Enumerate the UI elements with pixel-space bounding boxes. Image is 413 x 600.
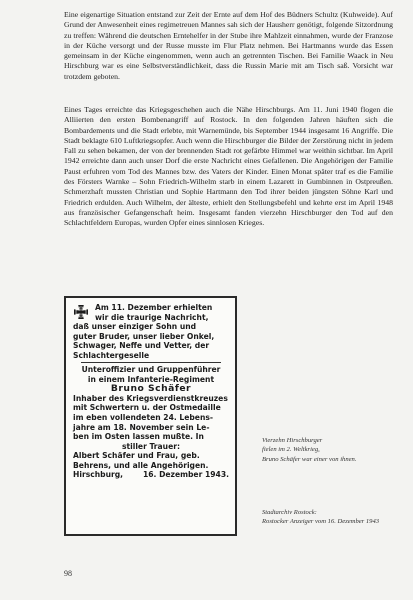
notice-line: Inhaber des Kriegsverdienstkreuzes bbox=[73, 393, 228, 403]
caption-line: Bruno Schäfer war einer von ihnen. bbox=[262, 455, 357, 463]
notice-line: Am 11. Dezember erhielten bbox=[95, 303, 213, 312]
notice-line: guter Bruder, unser lieber Onkel, bbox=[73, 331, 215, 341]
image-caption bbox=[262, 436, 402, 464]
notice-place: Hirschburg, bbox=[73, 470, 124, 480]
notice-line: Behrens, und alle Angehörigen. bbox=[73, 460, 209, 470]
notice-name: Bruno Schäfer bbox=[110, 383, 192, 395]
notice-line: Albert Schäfer und Frau, geb. bbox=[73, 451, 200, 461]
iron-cross-icon bbox=[74, 305, 88, 319]
caption-line: Stadtarchiv Rostock: bbox=[262, 509, 317, 516]
page-number: 98 bbox=[64, 569, 72, 578]
source-caption bbox=[262, 508, 402, 527]
notice-line: stiller Trauer: bbox=[121, 441, 181, 451]
death-notice bbox=[64, 296, 237, 536]
notice-divider bbox=[81, 362, 221, 363]
caption-line: Vierzehn Hirschburger bbox=[262, 437, 323, 444]
caption-line: fielen im 2. Weltkrieg, bbox=[262, 446, 320, 454]
notice-line: jahre am 18. November sein Le- bbox=[73, 422, 210, 432]
notice-line: im eben vollendeten 24. Lebens- bbox=[73, 413, 214, 423]
notice-line: daß unser einziger Sohn und bbox=[73, 322, 197, 332]
notice-line: in einem Infanterie-Regiment bbox=[87, 374, 215, 384]
paragraph-2: Eines Tages erreichte das Kriegsgeschehen auch die Nähe Hirschburgs. Am 11. Juni 1940 flogen die Alliierten den ersten Bombenangriff auf Rostock. In den folgenden Jahren häuften sich die Bombardements und die Stadt erlebte, mit Warnemünde, bis September 1944 insgesamt 16 Angriffe. Die Stadt beklagte 610 Luftkriegsopfer. Auch wenn die Hirschburger die Bilder der Zerstörung nicht in jedem Fall zu sehen bekamen, der von der brennenden Stadt rot gefärbte Himmel war weithin sichtbar. Im April 1942 erreichte dann auch unser Dorf die erste Nachricht eines Gefallenen. Die Angehörigen der Familie Paust erfuhren vom Tod des Mannes bzw. des Vaters der Kinder. Einen Monat später traf es die Familie des Försters Warnke – Sohn Friedrich-Wilhelm starb in einem Lazarett in Gumbinnen in Ostpreußen. Schmerzhaft mussten Christian und Sophie Hartmann den Tod ihrer beiden jüngsten Söhne Karl und Friedrich erdulden. Auch Wilhelm, der älteste, erhielt den Stellungsbefehl und kehrte erst im April 1948 aus französischer Gefangenschaft heim. Insgesamt fanden vierzehn Hirschburger den Tod auf den Schlachtfeldern Europas, wurden Opfer eines sinnlosen Krieges. bbox=[64, 105, 393, 228]
notice-line: Unteroffizier und Gruppenführer bbox=[81, 365, 221, 375]
paragraph-1: Eine eigenartige Situation entstand zur Zeit der Ernte auf dem Hof des Büdners Schultz (Kuhweide). Auf Grund der Anwesenheit eines regimetreuen Mannes sah sich der Hausherr genötigt, folgende Sitzordnung zu treffen: Während die deutschen Erntehelfer in der Stube ihre Mahlzeit einnahmen, wurde der Franzose in der Küche versorgt und der Russe musste im Flur Platz nehmen. Bei Hartmanns wurde das Essen gemeinsam in der Küche eingenommen, wenn auch an getrennten Tischen. Bei Familie Waack in Neu Hirschburg war es eine Selbstverständlichkeit, dass die Russin Marie mit am Tisch saß. Vorsicht war trotzdem geboten. bbox=[64, 10, 393, 81]
notice-line: wir die traurige Nachricht, bbox=[95, 312, 209, 322]
notice-line: Schwager, Neffe und Vetter, der bbox=[73, 341, 210, 351]
notice-line: mit Schwertern u. der Ostmedaille bbox=[73, 403, 221, 413]
caption-line: Rostocker Anzeiger vom 16. Dezember 1943 bbox=[262, 518, 380, 526]
notice-line: Schlachtergeselle bbox=[73, 350, 150, 360]
notice-signature-line bbox=[73, 470, 229, 480]
notice-date: 16. Dezember 1943. bbox=[142, 470, 229, 480]
notice-line: ben im Osten lassen mußte. In bbox=[73, 432, 204, 442]
